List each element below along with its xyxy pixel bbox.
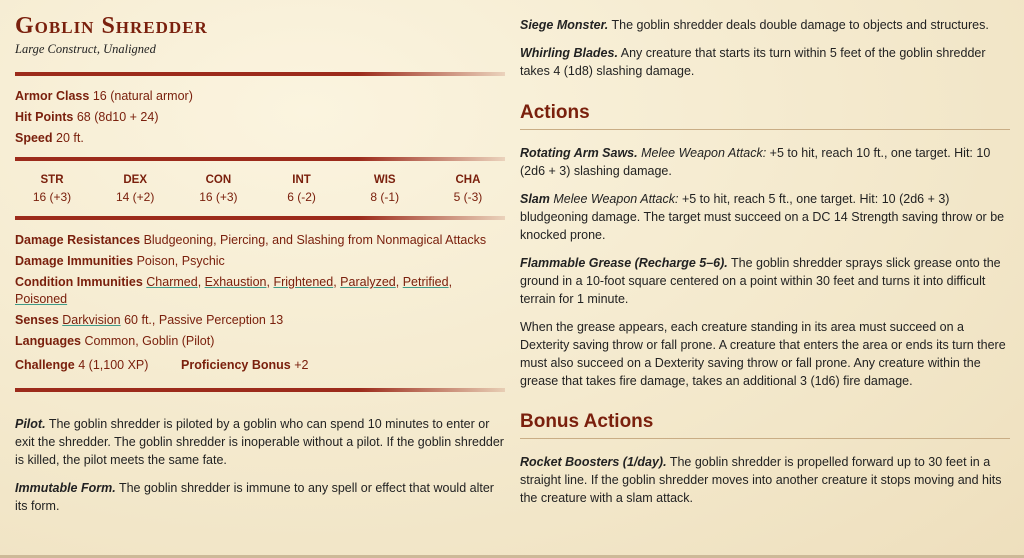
actions-section (520, 101, 1010, 130)
bonus-action-text: The goblin shredder is propelled forward up to 30 feet in a straight line. If the goblin shredder moves into another creature it stops moving and hits the creature with a slam attack. (520, 455, 1002, 505)
damage-immunities (15, 251, 505, 272)
divider-bar (15, 157, 505, 161)
ability-wis (350, 171, 420, 206)
challenge-label: Challenge (15, 358, 75, 372)
ability-cha (433, 171, 503, 206)
right-column (520, 12, 1010, 507)
senses (15, 310, 505, 331)
languages-label: Languages (15, 334, 81, 348)
languages (15, 331, 505, 352)
action-text: The goblin shredder sprays slick grease onto the ground in a 10-foot square centered on a point within 30 feet and turns it into difficult terrain for 1 minute. (520, 256, 1001, 306)
speed (15, 128, 505, 149)
challenge-value: 4 (1,100 XP) (78, 358, 149, 372)
divider-bar (15, 72, 505, 76)
condition-link[interactable]: Paralyzed (340, 275, 396, 289)
armor-class-label: Armor Class (15, 89, 90, 103)
condition-link[interactable]: Exhaustion (204, 275, 267, 289)
trait-name: Siege Monster. (520, 18, 609, 32)
bonus-actions-heading: Bonus Actions (520, 411, 654, 432)
ability-name: STR (40, 174, 64, 186)
ability-str (17, 171, 87, 206)
action-rotating-arm-saws (520, 144, 1010, 180)
trait-name: Pilot. (15, 417, 46, 431)
senses-label: Senses (15, 313, 59, 327)
ability-score: 16 (+3) (32, 190, 72, 204)
trait-text: The goblin shredder is immune to any spell or effect that would alter its form. (15, 481, 494, 513)
left-column (15, 12, 505, 515)
action-slam (520, 190, 1010, 244)
trait-text: The goblin shredder is piloted by a goblin who can spend 10 minutes to enter or exit the shredder. The goblin shredder is inoperable without a pilot. If the goblin shredder is killed, the pilot meets the same fate. (15, 417, 504, 467)
ability-name: DEX (123, 174, 148, 186)
hit-points-label: Hit Points (15, 110, 74, 124)
monster-name: Goblin Shredder (15, 13, 208, 39)
action-text: +5 to hit, reach 10 ft., one target. Hit: 10 (2d6 + 3) slashing damage. (520, 146, 991, 178)
attack-type: Melee Weapon Attack: (553, 192, 679, 206)
ability-name: CHA (455, 174, 481, 186)
armor-class-value: 16 (natural armor) (92, 89, 193, 103)
ability-con (183, 171, 253, 206)
traits-left (15, 415, 505, 515)
trait-name: Whirling Blades. (520, 46, 618, 60)
ability-dex (100, 171, 170, 206)
bonus-action-name: Rocket Boosters (1/day). (520, 455, 667, 469)
divider-bar (15, 388, 505, 392)
condition-link[interactable]: Poisoned (15, 292, 68, 306)
speed-label: Speed (15, 131, 53, 145)
speed-value: 20 ft. (56, 131, 84, 145)
damage-immunities-value: Poison, Psychic (136, 254, 225, 268)
armor-class (15, 86, 505, 107)
ability-name: INT (292, 174, 311, 186)
damage-resistances-label: Damage Resistances (15, 233, 141, 247)
proficiency-bonus (181, 355, 309, 376)
trait-immutable-form (15, 479, 505, 515)
challenge (15, 355, 181, 376)
trait-whirling-blades (520, 44, 1010, 80)
ability-scores (15, 171, 505, 206)
bonus-rocket-boosters (520, 453, 1010, 507)
section-underline (520, 438, 1010, 439)
damage-resistances-value: Bludgeoning, Piercing, and Slashing from Nonmagical Attacks (143, 233, 487, 247)
actions-heading: Actions (520, 102, 590, 123)
attack-type: Melee Weapon Attack: (641, 146, 767, 160)
trait-pilot (15, 415, 505, 469)
ability-name: CON (205, 174, 232, 186)
ability-name: WIS (373, 174, 396, 186)
divider-bar (15, 216, 505, 220)
darkvision-link[interactable]: Darkvision (62, 313, 121, 327)
trait-name: Immutable Form. (15, 481, 116, 495)
monster-type: Large Construct, Unaligned (15, 42, 156, 56)
proficiency-bonus-label: Proficiency Bonus (181, 358, 291, 372)
trait-siege-monster (520, 16, 1010, 34)
trait-text: Any creature that starts its turn within 5 feet of the goblin shredder takes 4 (1d8) slashing damage. (520, 46, 986, 78)
ability-score: 5 (-3) (453, 190, 483, 204)
section-underline (520, 129, 1010, 130)
condition-link[interactable]: Charmed (146, 275, 198, 289)
action-flammable-grease (520, 254, 1010, 308)
condition-immunities: Condition Immunities Charmed, Exhaustion, Frightened, Paralyzed, Petrified, Poisoned (15, 275, 453, 306)
details (15, 230, 505, 376)
ability-int (267, 171, 337, 206)
hit-points (15, 107, 505, 128)
ability-score: 8 (-1) (370, 190, 400, 204)
ability-score: 6 (-2) (287, 190, 316, 204)
action-name: Rotating Arm Saws. (520, 146, 638, 160)
grease-followup: When the grease appears, each creature standing in its area must succeed on a Dexterity saving throw or fall prone. A creature that enters the area or ends its turn there must also succeed on a Dexterity saving throw or fall prone. Any creature within the grease that takes fire damage, takes an additional 3 (1d6) fire damage. (520, 320, 1006, 388)
languages-value: Common, Goblin (Pilot) (84, 334, 215, 348)
damage-resistances (15, 230, 505, 251)
trait-text: The goblin shredder deals double damage to objects and structures. (611, 18, 989, 32)
proficiency-bonus-value: +2 (294, 358, 309, 372)
damage-immunities-label: Damage Immunities (15, 254, 134, 268)
condition-link[interactable]: Frightened (273, 275, 334, 289)
ability-score: 16 (+3) (199, 190, 238, 204)
ability-score: 14 (+2) (116, 190, 155, 204)
senses-value: 60 ft., Passive Perception 13 (124, 313, 284, 327)
hit-points-value: 68 (8d10 + 24) (76, 110, 159, 124)
core-stats (15, 86, 505, 149)
condition-immunities-label: Condition Immunities (15, 275, 143, 289)
bonus-actions-section (520, 410, 1010, 439)
condition-link[interactable]: Petrified (402, 275, 449, 289)
challenge-row (15, 355, 505, 376)
action-name: Flammable Grease (Recharge 5–6). (520, 256, 728, 270)
action-text: +5 to hit, reach 5 ft., one target. Hit: 10 (2d6 + 3) bludgeoning damage. The target must succeed on a DC 14 Strength saving throw or be knocked prone. (520, 192, 1005, 242)
action-name: Slam (520, 192, 550, 206)
